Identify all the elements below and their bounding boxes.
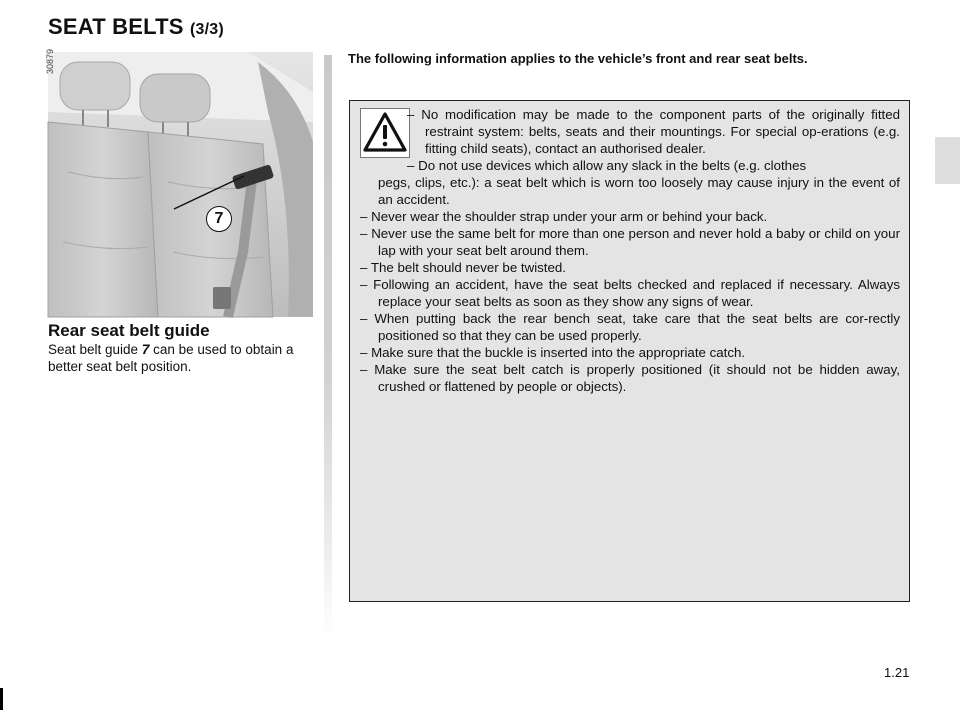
warning-item-continuation: pegs, clips, etc.): a seat belt which is worn too loosely may cause injury in the event of an accident. bbox=[378, 175, 900, 207]
warning-item: – Never wear the shoulder strap under your arm or behind your back. bbox=[360, 209, 768, 224]
warning-item: – When putting back the rear bench seat, take care that the seat belts are cor-rectly positioned so that they can be used properly. bbox=[360, 311, 900, 343]
caption-heading: Rear seat belt guide bbox=[48, 321, 210, 340]
crop-mark bbox=[0, 688, 3, 710]
page-title bbox=[48, 14, 224, 40]
caption-text bbox=[48, 341, 318, 375]
figure-reference-code: 30879 bbox=[45, 48, 55, 74]
title-main: SEAT BELTS bbox=[48, 14, 184, 39]
rear-seat-photo bbox=[45, 48, 313, 317]
warning-item: – Following an accident, have the seat belts checked and replaced if necessary. Always replace your seat belts as soon as they show any signs of wear. bbox=[360, 277, 900, 309]
column-divider bbox=[324, 55, 332, 640]
warning-item: – Do not use devices which allow any slack in the belts (e.g. clothes bbox=[407, 158, 807, 173]
warning-item: – Make sure that the buckle is inserted into the appropriate catch. bbox=[360, 345, 746, 360]
warning-item: – No modification may be made to the component parts of the originally fitted restraint system: belts, seats and their mountings. For special op-erations (e.g. fitting child seats), contact an authorised dealer. bbox=[407, 107, 900, 156]
page-number: 1.21 bbox=[884, 665, 910, 680]
caption-text-end: can be used to obtain a better seat belt position. bbox=[48, 342, 294, 374]
callout-label: 7 bbox=[206, 206, 232, 232]
warning-item: – Make sure the seat belt catch is properly positioned (it should not be hidden away, crushed or flattened by people or objects). bbox=[360, 362, 900, 394]
rear-seat-illustration bbox=[48, 52, 313, 317]
intro-text: The following information applies to the vehicle’s front and rear seat belts. bbox=[348, 51, 808, 66]
title-subtitle: (3/3) bbox=[189, 21, 224, 38]
warning-item: – The belt should never be twisted. bbox=[360, 260, 566, 275]
chapter-tab bbox=[935, 137, 960, 184]
caption-reference: 7 bbox=[141, 342, 150, 357]
warning-text bbox=[360, 106, 900, 395]
caption-text-start: Seat belt guide bbox=[48, 342, 142, 357]
warning-item: – Never use the same belt for more than one person and never hold a baby or child on your lap with your seat belt around them. bbox=[360, 226, 900, 258]
